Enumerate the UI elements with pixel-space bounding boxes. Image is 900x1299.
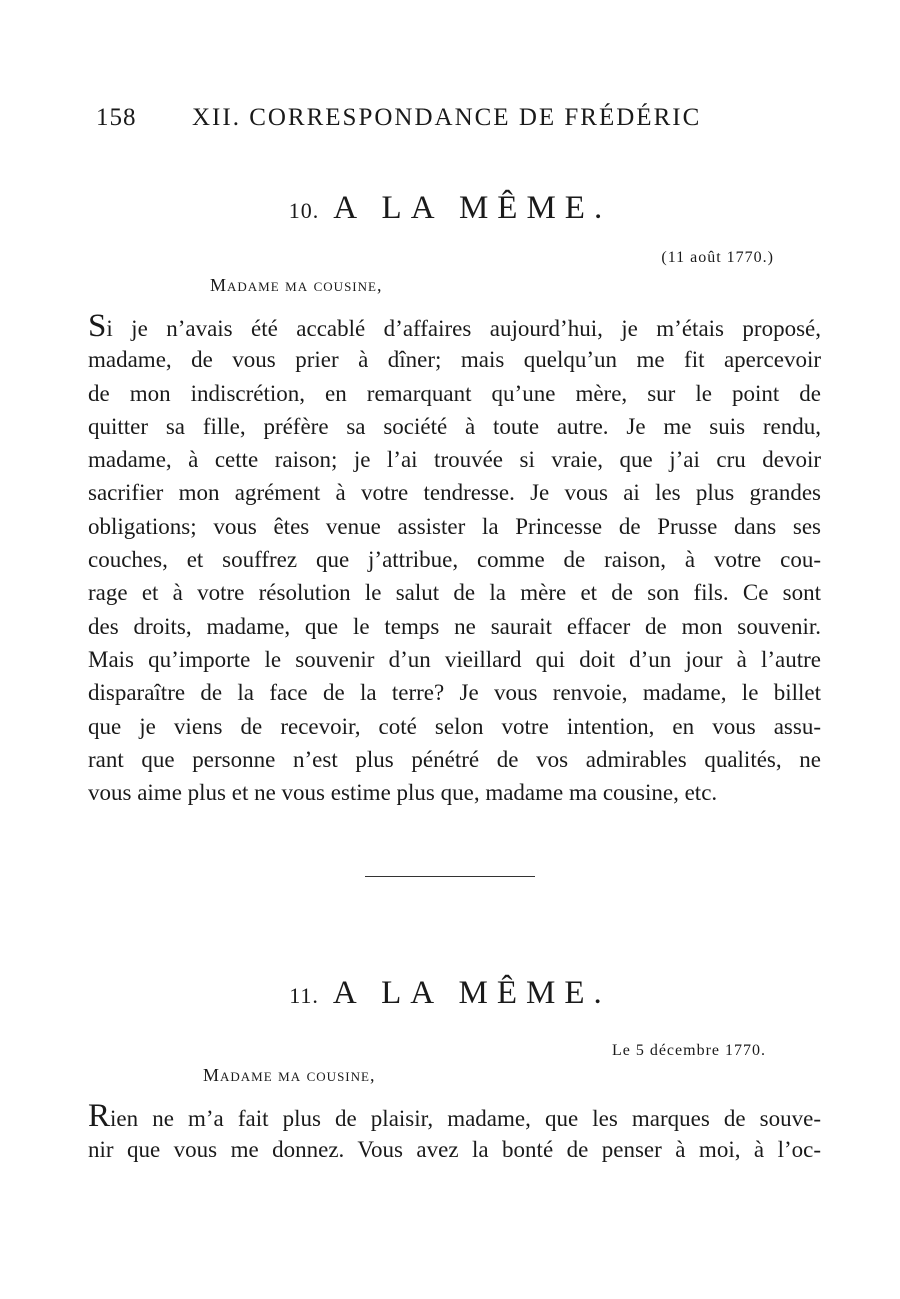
letter-heading	[0, 190, 900, 227]
drop-cap: S	[88, 310, 107, 344]
letter-date: Le 5 décembre 1770.	[611, 1042, 766, 1059]
drop-cap: R	[88, 1100, 111, 1134]
letter-body	[88, 1100, 821, 1167]
running-header	[96, 104, 701, 132]
text-line: de mon indiscrétion, en remarquant qu’une mère, sur le point de	[88, 380, 821, 406]
text-line: que je viens de recevoir, coté selon votre intention, en vous assu-	[88, 713, 821, 739]
text-line: madame, à cette raison; je l’ai trouvée si vraie, que j’ai cru devoir	[88, 447, 821, 473]
text-line: obligations; vous êtes venue assister la Princesse de Prusse dans ses	[88, 513, 821, 539]
text-line: Rien ne m’a fait plus de plaisir, madame, que les marques de souve-	[88, 1100, 821, 1134]
letter-title: A LA MÊME.	[332, 975, 611, 1011]
page-number: 158	[96, 104, 137, 131]
text-line: quitter sa fille, préfère sa société à toute autre. Je me suis rendu,	[88, 413, 821, 439]
text-line: vous aime plus et ne vous estime plus que, madame ma cousine, etc.	[88, 780, 718, 806]
text-line: couches, et souffrez que j’attribue, comme de raison, à votre cou-	[88, 547, 821, 573]
section-divider	[365, 876, 535, 877]
letter-body	[88, 310, 821, 809]
text-line: disparaître de la face de la terre? Je vous renvoie, madame, le billet	[88, 680, 821, 706]
letter-title: A LA MÊME.	[333, 190, 612, 226]
text-line: des droits, madame, que le temps ne saurait effacer de mon souvenir.	[88, 613, 821, 639]
text-line: rant que personne n’est plus pénétré de vos admirables qualités, ne	[88, 746, 821, 772]
letter-date: (11 août 1770.)	[661, 249, 774, 266]
text-line: sacrifier mon agrément à votre tendresse. Je vous ai les plus grandes	[88, 480, 821, 506]
salutation: Madame ma cousine,	[210, 275, 383, 295]
text-line: rage et à votre résolution le salut de la mère et de son fils. Ce sont	[88, 580, 821, 606]
salutation: Madame ma cousine,	[203, 1065, 376, 1085]
text-line: Mais qu’importe le souvenir d’un vieillard qui doit d’un jour à l’autre	[88, 646, 821, 672]
letter-number: 10.	[288, 198, 320, 223]
text-line: madame, de vous prier à dîner; mais quelqu’un me fit apercevoir	[88, 347, 821, 373]
text-line: Si je n’avais été accablé d’affaires aujourd’hui, je m’étais proposé,	[88, 310, 821, 344]
letter-number: 11.	[289, 983, 319, 1008]
text-line: nir que vous me donnez. Vous avez la bonté de penser à moi, à l’oc-	[88, 1137, 821, 1163]
letter-heading	[0, 975, 900, 1012]
running-title: XII. CORRESPONDANCE DE FRÉDÉRIC	[192, 104, 702, 131]
